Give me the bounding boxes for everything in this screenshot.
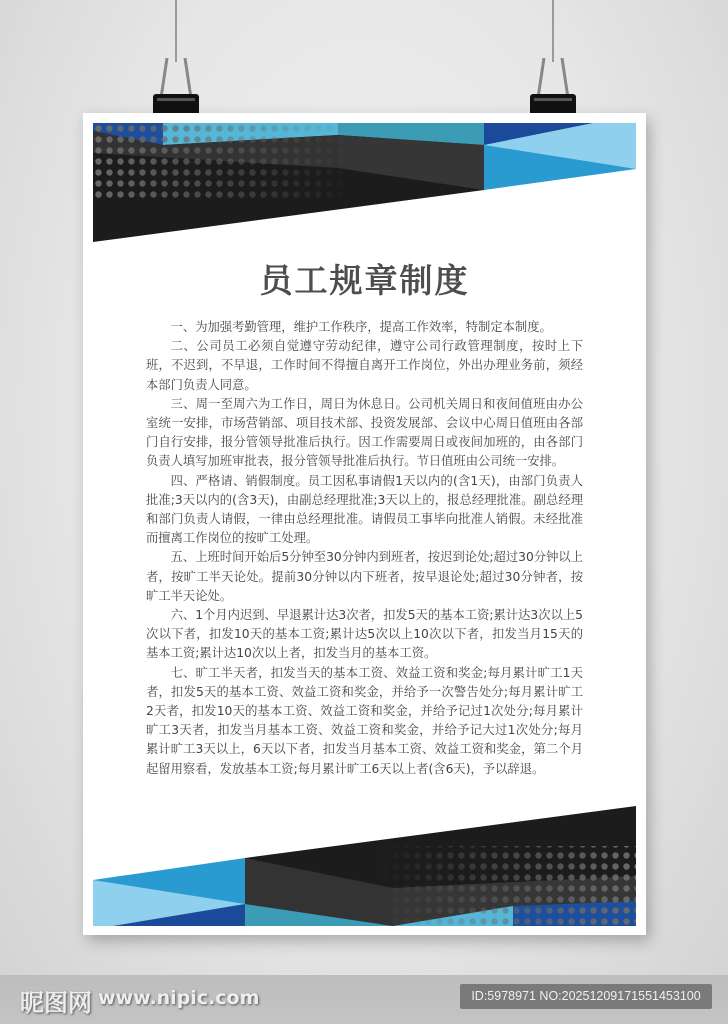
- paragraph: 三、周一至周六为工作日，周日为休息日。公司机关周日和夜间值班由办公室统一安排，市场营销部、项目技术部、投资发展部、会议中心周日值班由各部门自行安排，报分管领导批准后执行。因工作需要周日或夜间加班的，由各部门负责人填写加班审批表，报分管领导批准后执行。节日值班由公司统一安排。: [146, 396, 583, 469]
- image-id-label: ID:5978971 NO:20251209171551453100: [460, 984, 712, 1009]
- paragraph: 七、旷工半天者，扣发当天的基本工资、效益工资和奖金;每月累计旷工1天者，扣发5天的基本工资、效益工资和奖金，并给予一次警告处分;每月累计旷工2天者，扣发10天的基本工资、效益工资和奖金，并给予记过1次处分;每月累计旷工3天者，扣发当月基本工资、效益工资和奖金，并给予记大过1次处分;每月累计旷工3天以上，6天以下者，扣发当月基本工资、效益工资和奖金，第二个月起留用察看，发放基本工资;每月累计旷工6天以上者(含6天)，予以辞退。: [146, 665, 583, 776]
- header-decoration: [93, 123, 636, 243]
- watermark-bar: [0, 975, 728, 1024]
- poster: [83, 113, 646, 935]
- paragraph: 二、公司员工必须自觉遵守劳动纪律，遵守公司行政管理制度，按时上下班，不迟到，不早退，工作时间不得擅自离开工作岗位，外出办理业务前，须经本部门负责人同意。: [146, 339, 583, 392]
- binder-clip-right-icon: [530, 58, 576, 118]
- footer-decoration: [93, 806, 636, 926]
- site-url: www.nipic.com: [98, 987, 260, 1009]
- binder-clip-left-icon: [153, 58, 199, 118]
- paragraph: 六、1个月内迟到、早退累计达3次者，扣发5天的基本工资;累计达3次以上5次以下者，扣发10天的基本工资;累计达5次以上10次以下者，扣发当月15天的基本工资;累计达10次以上者，扣发当月的基本工资。: [146, 608, 583, 661]
- paragraph: 一、为加强考勤管理，维护工作秩序，提高工作效率，特制定本制度。: [170, 320, 552, 334]
- nipic-logo: 昵图网: [20, 989, 92, 1017]
- page-title: 员工规章制度: [259, 261, 470, 300]
- hanging-wire-left: [175, 0, 177, 62]
- hanging-wire-right: [552, 0, 554, 62]
- paragraph: 五、上班时间开始后5分钟至30分钟内到班者，按迟到论处;超过30分钟以上者，按旷工半天论处。提前30分钟以内下班者，按早退论处;超过30分钟者，按旷工半天论处。: [146, 550, 583, 603]
- paragraph: 四、严格请、销假制度。员工因私事请假1天以内的(含1天)，由部门负责人批准;3天以内的(含3天)，由副总经理批准;3天以上的，报总经理批准。副总经理和部门负责人请假，一律由总经理批准。请假员工事毕向批准人销假。未经批准而擅离工作岗位的按旷工处理。: [146, 473, 583, 546]
- regulations-body: [146, 318, 583, 779]
